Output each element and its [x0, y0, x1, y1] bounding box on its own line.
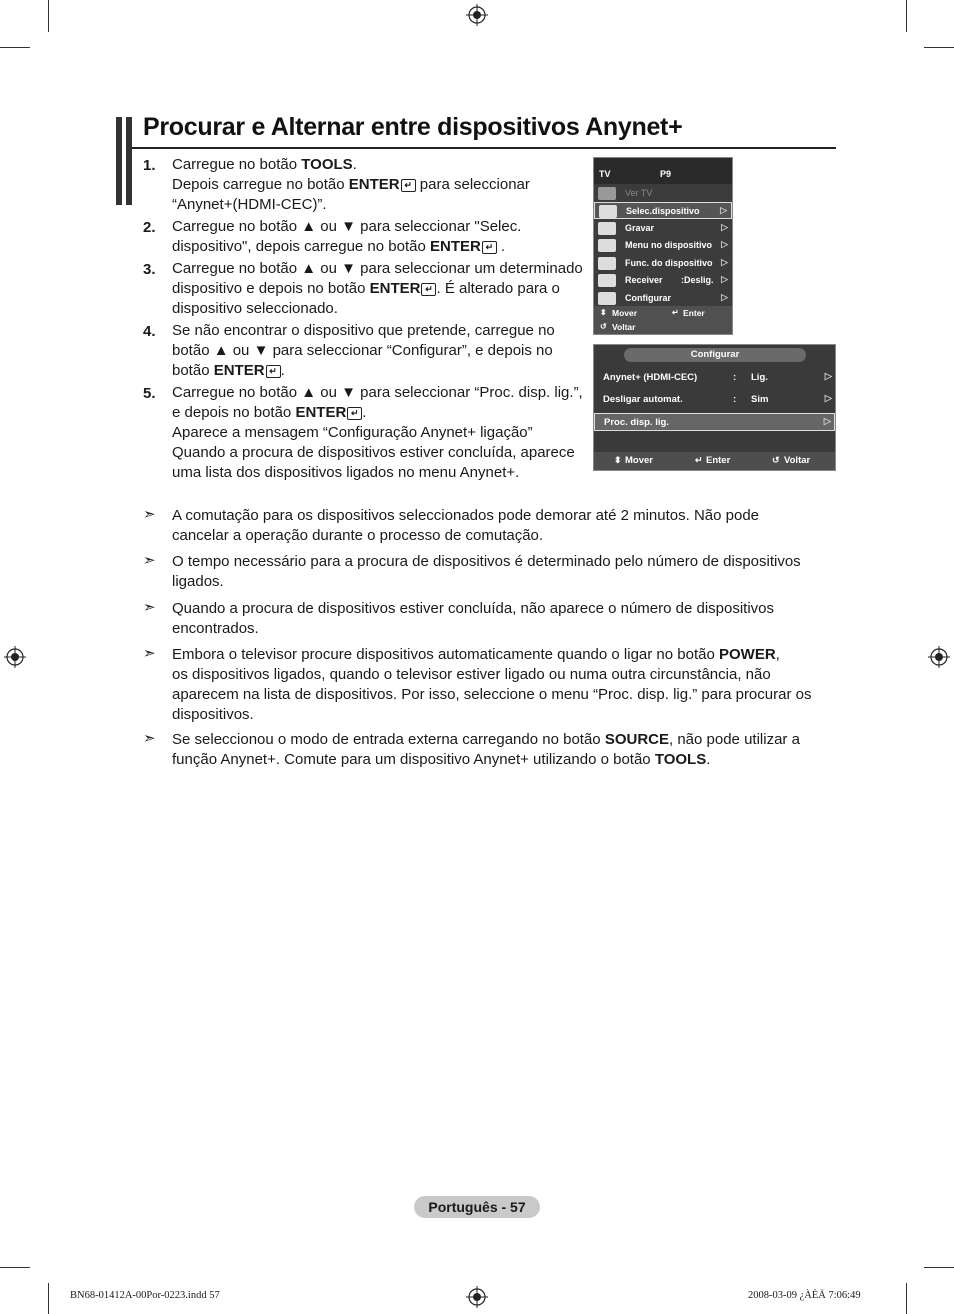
enter-icon: ↵ — [695, 455, 703, 465]
receiver-icon — [598, 274, 616, 287]
menu-footer: ⬍ Mover ↵ Enter ↺ Voltar — [594, 306, 732, 334]
page-title: Procurar e Alternar entre dispositivos Anynet+ — [143, 113, 683, 141]
registration-mark-icon — [928, 646, 950, 668]
registration-mark-icon — [466, 4, 488, 26]
step-text: Carregue no botão ▲ ou ▼ para seleccionar "Selec. dispositivo", depois carregue no botão ENTER ↵ . — [172, 218, 522, 255]
menu-item-selec-dispositivo[interactable]: Selec.dispositivo ▷ — [594, 202, 732, 219]
record-icon — [598, 222, 616, 235]
arrow-right-icon: ▷ — [721, 257, 728, 267]
enter-icon: ↵ — [401, 179, 416, 192]
step-number: 4. — [143, 323, 156, 340]
step-number: 2. — [143, 219, 156, 236]
menu-channel-label: P9 — [660, 169, 672, 179]
print-slug-date: 2008-03-09 ¿ÀÈÄ 7:06:49 — [748, 1290, 861, 1301]
anynet-menu-screen — [593, 157, 733, 335]
menu-row-anynet-hdmi-cec[interactable]: Anynet+ (HDMI-CEC) : Lig. ▷ — [603, 371, 832, 383]
arrow-right-icon: ▷ — [721, 239, 728, 249]
note-arrow-icon: ➣ — [143, 599, 156, 616]
menu-item-receiver[interactable]: Receiver :Deslig. ▷ — [594, 272, 732, 289]
return-icon: ↺ — [772, 455, 780, 465]
note-arrow-icon: ➣ — [143, 506, 156, 523]
menu-item-configurar[interactable]: Configurar ▷ — [594, 290, 732, 307]
arrow-right-icon: ▷ — [824, 393, 832, 404]
gear-icon — [598, 292, 616, 305]
registration-mark-icon — [466, 1286, 488, 1308]
note-arrow-icon: ➣ — [143, 645, 156, 662]
arrow-right-icon: ▷ — [721, 292, 728, 302]
step-number: 1. — [143, 157, 156, 174]
note-arrow-icon: ➣ — [143, 730, 156, 747]
menu-item-menu-no-dispositivo[interactable]: Menu no dispositivo ▷ — [594, 237, 732, 254]
note-text: Embora o televisor procure dispositivos automaticamente quando o ligar no botão POWER, os dispositivos ligados, quando o televisor estiver ligado ou numa outra circunstância, não aparecem na lista de dispositivos. Por isso, seleccione o menu “Proc. disp. lig.” para procurar os dispositivos. — [172, 646, 812, 723]
title-accent-bar — [116, 117, 132, 205]
step-text: Carregue no botão ▲ ou ▼ para seleccionar “Proc. disp. lig.”, e depois no botão ENTER ↵ . Aparece a mensagem “Configuração Anynet+ ligação” Quando a procura de dispositivos estiver concluída, aparece uma lista dos dispositivos ligados no menu Anynet+. — [172, 384, 583, 481]
crop-mark — [906, 1283, 907, 1314]
device-select-icon — [599, 205, 617, 218]
updown-icon: ⬍ — [600, 308, 607, 317]
enter-icon: ↵ — [672, 308, 679, 317]
note-text: O tempo necessário para a procura de dispositivos é determinado pelo número de dispositivos ligados. — [172, 553, 801, 590]
title-rule — [132, 147, 836, 149]
step-text: Carregue no botão ▲ ou ▼ para seleccionar um determinado dispositivo e depois no botão ENTER ↵ . É alterado para o dispositivo seleccionado. — [172, 260, 583, 317]
return-icon: ↺ — [600, 322, 607, 331]
device-function-icon — [598, 257, 616, 270]
menu-title: Configurar — [624, 348, 806, 362]
registration-mark-icon — [4, 646, 26, 668]
note-text: Se seleccionou o modo de entrada externa carregando no botão SOURCE, não pode utilizar a função Anynet+. Comute para um dispositivo Anynet+ utilizando o botão TOOLS. — [172, 731, 800, 768]
crop-mark — [924, 47, 954, 48]
crop-mark — [0, 47, 30, 48]
device-menu-icon — [598, 239, 616, 252]
note-text: A comutação para os dispositivos seleccionados pode demorar até 2 minutos. Não pode cancelar a operação durante o processo de comutação. — [172, 507, 760, 544]
note-text: Quando a procura de dispositivos estiver concluída, não aparece o número de dispositivos encontrados. — [172, 600, 775, 637]
arrow-right-icon: ▷ — [721, 222, 728, 232]
configurar-menu-screen — [593, 344, 836, 471]
crop-mark — [924, 1267, 954, 1268]
print-slug-file: BN68-01412A-00Por-0223.indd 57 — [70, 1290, 220, 1301]
receiver-value: :Deslig. — [681, 275, 714, 285]
enter-icon: ↵ — [482, 241, 497, 254]
tv-icon — [598, 187, 616, 200]
page-number-badge: Português - 57 — [414, 1196, 540, 1218]
menu-row-desligar-automat[interactable]: Desligar automat. : Sim ▷ — [603, 393, 832, 405]
menu-item-gravar[interactable]: Gravar ▷ — [594, 220, 732, 237]
crop-mark — [906, 0, 907, 32]
note-arrow-icon: ➣ — [143, 552, 156, 569]
updown-icon: ⬍ — [614, 455, 622, 465]
crop-mark — [48, 1283, 49, 1314]
arrow-right-icon: ▷ — [721, 274, 728, 284]
enter-icon: ↵ — [347, 407, 362, 420]
step-number: 5. — [143, 385, 156, 402]
step-text: Carregue no botão TOOLS. Depois carregue no botão ENTER ↵ para seleccionar “Anynet+(HDMI-CEC)”. — [172, 156, 530, 213]
menu-header — [594, 158, 732, 184]
enter-icon: ↵ — [266, 365, 281, 378]
arrow-right-icon: ▷ — [823, 416, 831, 427]
step-text: Se não encontrar o dispositivo que pretende, carregue no botão ▲ ou ▼ para seleccionar “Configurar”, e depois no botão ENTER ↵ . — [172, 322, 555, 379]
menu-item-func-do-dispositivo[interactable]: Func. do dispositivo ▷ — [594, 255, 732, 272]
menu-footer: ⬍ Mover ↵ Enter ↺ Voltar — [594, 452, 835, 470]
menu-source-label: TV — [599, 169, 611, 179]
crop-mark — [48, 0, 49, 32]
arrow-right-icon: ▷ — [720, 205, 727, 215]
arrow-right-icon: ▷ — [824, 371, 832, 382]
menu-item-ver-tv[interactable]: Ver TV — [594, 185, 732, 202]
crop-mark — [0, 1267, 30, 1268]
menu-row-proc-disp-lig[interactable]: Proc. disp. lig. ▷ — [594, 413, 835, 431]
step-number: 3. — [143, 261, 156, 278]
enter-icon: ↵ — [421, 283, 436, 296]
